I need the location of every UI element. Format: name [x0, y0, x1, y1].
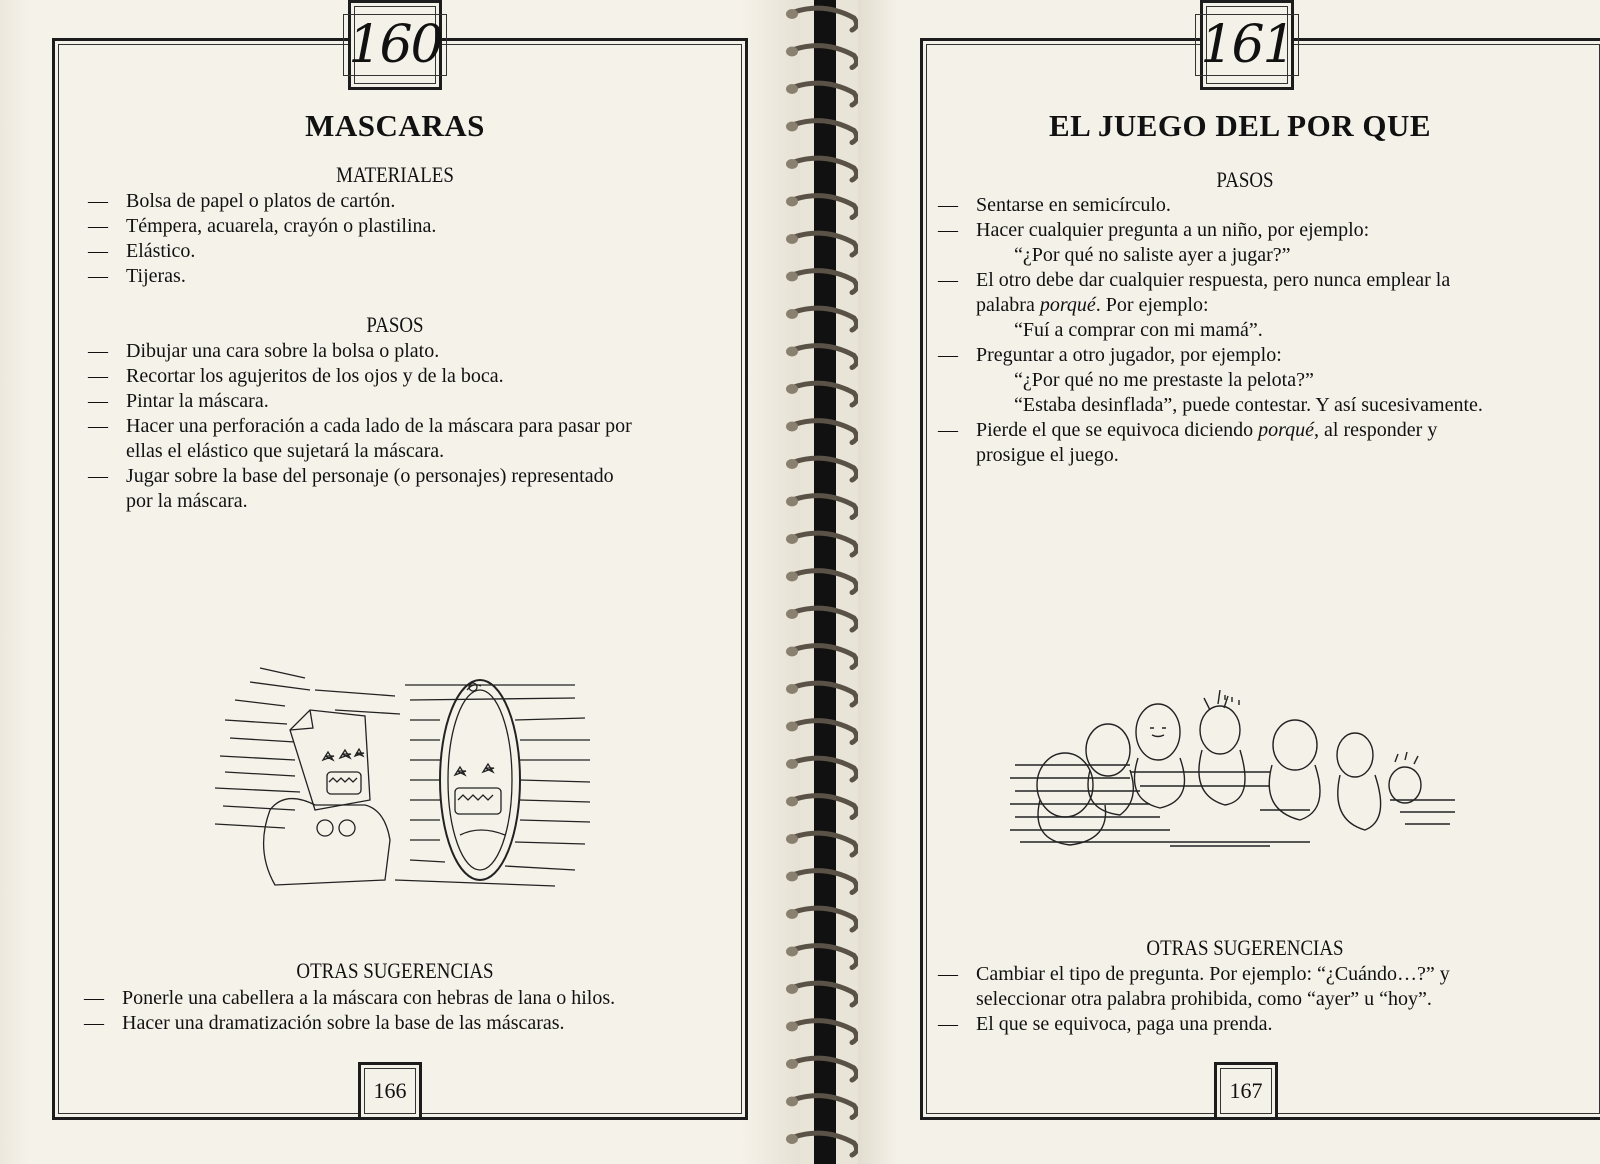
spiral-hole: [786, 1134, 798, 1144]
spiral-hole: [786, 834, 798, 844]
spiral-hole: [786, 759, 798, 769]
materials-item: — Témpera, acuarela, crayón o plastilina.: [88, 215, 437, 237]
left-page-number-box: [358, 1062, 422, 1120]
right-page-top-number: 161: [1195, 14, 1298, 76]
suggestion-item: — Ponerle una cabellera a la máscara con hebras de lana o hilos.: [84, 987, 616, 1009]
step-item: — Pintar la máscara.: [88, 390, 269, 412]
right-steps-heading: PASOS: [1216, 167, 1274, 192]
materials-item: — Tijeras.: [88, 265, 186, 287]
suggestion-item: — El que se equivoca, paga una prenda.: [938, 1013, 1273, 1035]
example-answer: “Estaba desinflada”, puede contestar. Y así sucesivamente.: [1014, 394, 1483, 416]
spiral-hole: [786, 1022, 798, 1032]
right-page-number-box: [1214, 1062, 1278, 1120]
spiral-hole: [786, 984, 798, 994]
right-other-list: [938, 962, 1578, 1037]
step-item: — Hacer una perforación a cada lado de la máscara para pasar por ellas el elástico que sujetará la máscara.: [88, 415, 632, 462]
spiral-hole: [786, 797, 798, 807]
spiral-hole: [786, 384, 798, 394]
step-item: — El otro debe dar cualquier respuesta, pero nunca emplear la palabra porqué. Por ejemplo: “Fuí a comprar con mi mamá”.: [938, 268, 1578, 343]
example-question: “¿Por qué no saliste ayer a jugar?”: [1014, 244, 1291, 266]
step-item: — Pierde el que se equivoca diciendo porqué, al responder y prosigue el juego.: [938, 419, 1438, 466]
mask-illustration: [215, 660, 605, 900]
left-page-number: 166: [373, 1078, 407, 1103]
step-item: — Dibujar una cara sobre la bolsa o plato.: [88, 340, 440, 362]
materials-item: — Bolsa de papel o platos de cartón.: [88, 190, 396, 212]
spiral-hole: [786, 197, 798, 207]
materials-heading: MATERIALES: [336, 162, 454, 187]
floor-hatching: [1010, 765, 1455, 846]
spiral-hole: [786, 1059, 798, 1069]
right-steps-list: [938, 193, 1578, 468]
left-page-title: MASCARAS: [305, 108, 485, 143]
suggestion-item: — Hacer una dramatización sobre la base de las máscaras.: [84, 1012, 565, 1034]
spiral-hole: [786, 159, 798, 169]
right-other-heading: OTRAS SUGERENCIAS: [1146, 935, 1344, 960]
spiral-hole: [786, 347, 798, 357]
left-other-heading: OTRAS SUGERENCIAS: [296, 958, 494, 983]
spiral-hole: [786, 572, 798, 582]
spiral-hole: [786, 272, 798, 282]
right-page-title: EL JUEGO DEL POR QUE: [1048, 108, 1432, 143]
spiral-hole: [786, 497, 798, 507]
spiral-hole: [786, 947, 798, 957]
left-other-list: [84, 986, 734, 1036]
spiral-hole: [786, 122, 798, 132]
materials-item: — Elástico.: [88, 240, 196, 262]
spiral-hole: [786, 684, 798, 694]
children-circle-illustration: [1010, 690, 1460, 860]
spiral-hole: [786, 534, 798, 544]
spiral-hole: [786, 647, 798, 657]
left-page-ornate-number: [348, 0, 442, 90]
step-item: — Sentarse en semicírculo.: [938, 194, 1171, 216]
spiral-hole: [786, 1097, 798, 1107]
suggestion-item: — Cambiar el tipo de pregunta. Por ejemplo: “¿Cuándo…?” y seleccionar otra palabra prohibida, como “ayer” u “hoy”.: [938, 963, 1450, 1010]
spiral-hole: [786, 722, 798, 732]
spiral-hole: [786, 609, 798, 619]
right-page-ornate-number: [1200, 0, 1294, 90]
speed-lines: [215, 668, 590, 886]
spiral-hole: [786, 47, 798, 57]
spiral-hole: [786, 84, 798, 94]
right-page-number: 167: [1229, 1078, 1263, 1103]
example-question: “¿Por qué no me prestaste la pelota?”: [1014, 369, 1314, 391]
spiral-hole: [786, 422, 798, 432]
step-item: — Preguntar a otro jugador, por ejemplo: “¿Por qué no me prestaste la pelota?” “Estaba desinflada”, puede contestar. Y así sucesivamente.: [938, 343, 1578, 418]
spiral-hole: [786, 9, 798, 19]
left-page-top-number: 160: [343, 14, 446, 76]
spiral-hole: [786, 309, 798, 319]
left-steps-heading: PASOS: [366, 312, 424, 337]
step-item: — Jugar sobre la base del personaje (o personajes) representado por la máscara.: [88, 465, 614, 512]
step-item: — Recortar los agujeritos de los ojos y de la boca.: [88, 365, 504, 387]
spiral-hole: [786, 872, 798, 882]
spiral-hole: [786, 459, 798, 469]
materials-list: [88, 189, 708, 289]
spiral-hole: [786, 234, 798, 244]
left-steps-list: [88, 339, 728, 514]
step-item: — Hacer cualquier pregunta a un niño, por ejemplo: “¿Por qué no saliste ayer a jugar?”: [938, 218, 1578, 268]
example-answer: “Fuí a comprar con mi mamá”.: [1014, 319, 1263, 341]
spiral-hole: [786, 909, 798, 919]
